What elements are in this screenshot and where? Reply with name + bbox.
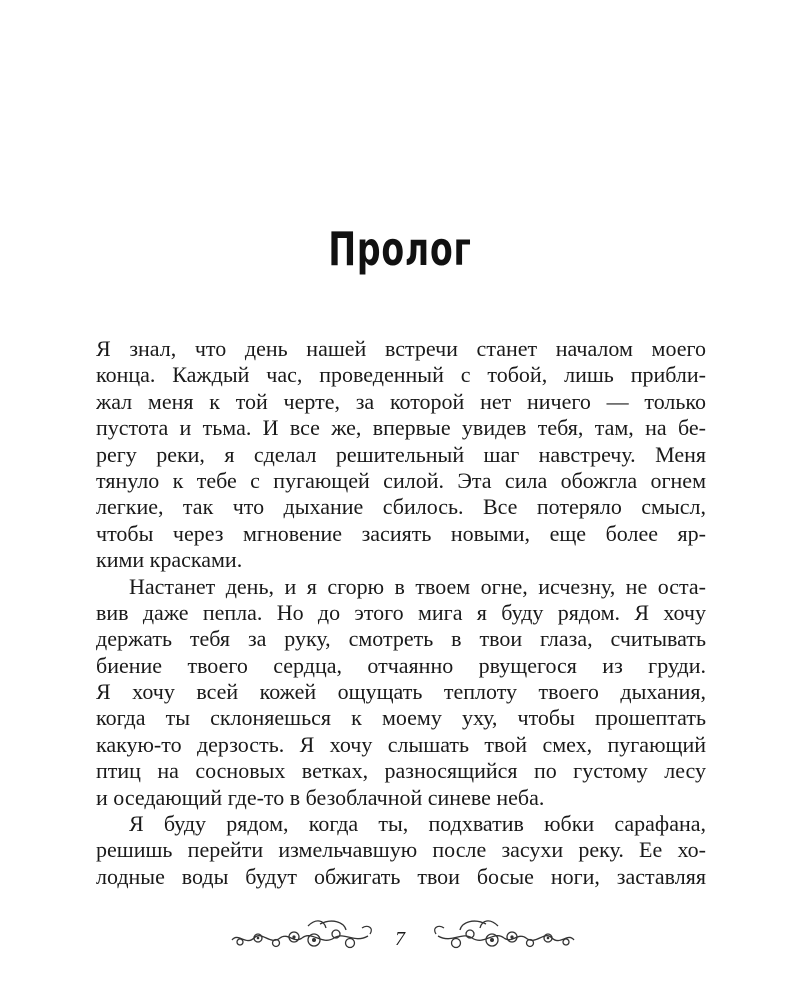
text-line: Я буду рядом, когда ты, подхватив юбки сарафана, [129,811,706,837]
text-line: кими красками. [96,547,243,573]
page-footer [0,912,800,972]
text-line: жал меня к той черте, за которой нет ничего — только [96,388,706,414]
text-line: Настанет день, и я сгорю в твоем огне, исчезну, не оста- [129,573,706,599]
text-line: конца. Каждый час, проведенный с тобой, лишь прибли- [96,362,706,388]
text-line: биение твоего сердца, отчаянно рвущегося из груди. [96,652,706,678]
chapter-title: Пролог [328,222,472,276]
text-line: тянуло к тебе с пугающей силой. Эта сила обожгла огнем [96,467,706,493]
body-text [96,336,706,890]
text-line: когда ты склоняешься к моему уху, чтобы прошептать [96,705,706,731]
text-line: какую-то дерзость. Я хочу слышать твой смех, пугающий [96,731,706,757]
text-line: птиц на сосновых ветках, разносящийся по густому лесу [96,758,706,784]
text-line: решишь перейти измельчавшую после засухи реку. Ее хо- [96,837,706,863]
text-line: держать тебя за руку, смотреть в твои глаза, считывать [96,626,706,652]
right-floral-ornament-icon [428,916,578,956]
text-line: Я хочу всей кожей ощущать теплоту твоего дыхания, [96,679,706,705]
text-line: пустота и тьма. И все же, впервые увидев тебя, там, на бе- [96,415,706,441]
text-line: легкие, так что дыхание сбилось. Все потеряло смысл, [96,494,706,520]
page-number: 7 [395,928,405,950]
text-line: чтобы через мгновение засиять новыми, еще более яр- [96,520,706,546]
text-line: регу реки, я сделал решительный шаг навстречу. Меня [96,441,706,467]
text-line: лодные воды будут обжигать твои босые ноги, заставляя [96,863,706,889]
text-line: и оседающий где-то в безоблачной синеве неба. [96,784,545,810]
left-floral-ornament-icon [228,916,378,956]
text-line: вив даже пепла. Но до этого мига я буду рядом. Я хочу [96,599,706,625]
text-line: Я знал, что день нашей встречи станет началом моего [96,336,706,361]
